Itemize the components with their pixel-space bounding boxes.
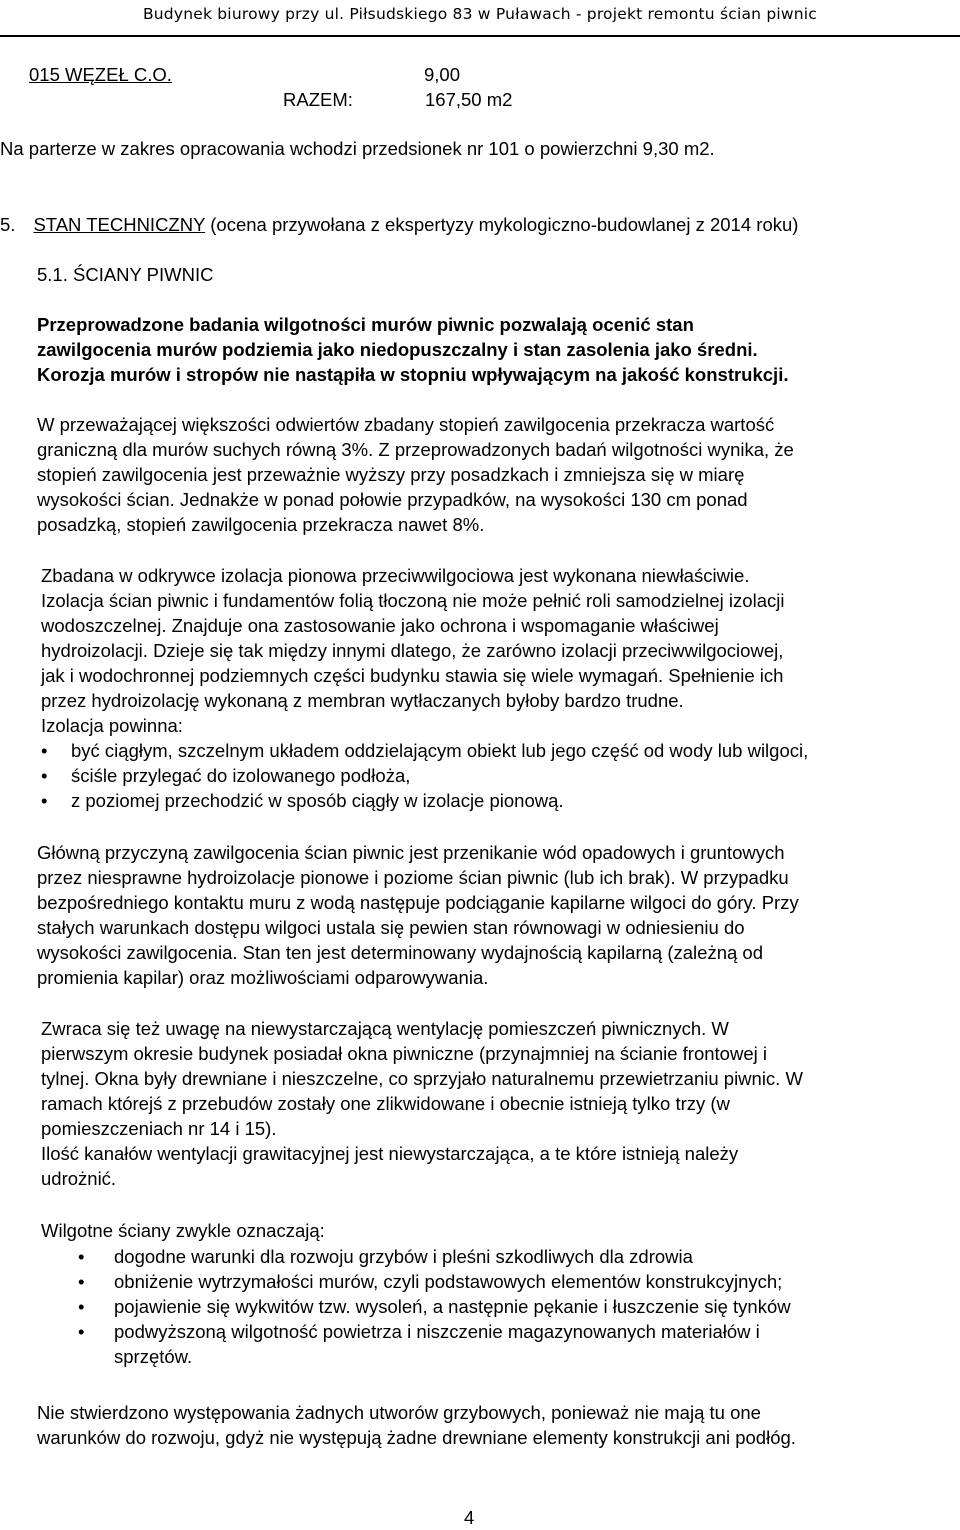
- bullet-icon: •: [78, 1321, 85, 1342]
- list-item: • ściśle przylegać do izolowanego podłoża,: [41, 765, 411, 786]
- paragraph-insulation: [41, 563, 784, 738]
- bullet-icon: •: [41, 790, 48, 811]
- intro-text: Na parterze w zakres opracowania wchodzi przedsionek nr 101 o powierzchni 9,30 m2.: [0, 138, 715, 159]
- bullet-icon: •: [78, 1271, 85, 1292]
- paragraph-fungi: [37, 1400, 796, 1450]
- paragraph-causes: [37, 840, 799, 990]
- text-line: bezpośredniego kontaktu muru z wodą następuje podciąganie kapilarne wilgoci do góry. Przy: [37, 892, 799, 913]
- text-line: Izolacja powinna:: [41, 715, 183, 736]
- list-item: • podwyższoną wilgotność powietrza i niszczenie magazynowanych materiałów i: [78, 1321, 760, 1342]
- text-line: ramach którejś z przebudów zostały one zlikwidowane i obecnie istnieją tylko trzy (w: [41, 1093, 730, 1114]
- list-item: • obniżenie wytrzymałości murów, czyli podstawowych elementów konstrukcyjnych;: [78, 1271, 783, 1292]
- paragraph-moisture: [37, 412, 794, 537]
- text-line: warunków do rozwoju, gdyż nie występują żadne drewniane elementy konstrukcji ani podłóg.: [37, 1427, 796, 1448]
- text-line: przez niesprawne hydroizolacje pionowe i poziome ścian piwnic (lub ich brak). W przypadku: [37, 867, 789, 888]
- section-note: (ocena przywołana z ekspertyzy mykologiczno-budowlanej z 2014 roku): [205, 214, 799, 235]
- text-line: stałych warunkach dostępu wilgoci ustala się pewien stan równowagi w odniesieniu do: [37, 917, 745, 938]
- text-line: promienia kapilar) oraz możliwościami odparowywania.: [37, 967, 489, 988]
- text-line: jak i wodochronnej podziemnych części budynku stawia się wiele wymagań. Spełnienie ich: [41, 665, 784, 686]
- list-item: • dogodne warunki dla rozwoju grzybów i pleśni szkodliwych dla zdrowia: [78, 1246, 693, 1267]
- text-line: pomieszczeniach nr 14 i 15).: [41, 1118, 277, 1139]
- list-item: • z poziomej przechodzić w sposób ciągły w izolacje pionową.: [41, 790, 564, 811]
- bullet-icon: •: [78, 1246, 85, 1267]
- text-line: Główną przyczyną zawilgocenia ścian piwnic jest przenikanie wód opadowych i gruntowych: [37, 842, 785, 863]
- paragraph-ventilation: [41, 1016, 803, 1191]
- text-line: przez hydroizolację wykonaną z membran wytłaczanych byłoby bardzo trudne.: [41, 690, 684, 711]
- row-value: 9,00: [424, 64, 461, 85]
- section-heading: [0, 212, 798, 237]
- effects-intro: Wilgotne ściany zwykle oznaczają:: [41, 1220, 325, 1241]
- section-number: 5.: [0, 214, 16, 235]
- bullet-icon: •: [41, 765, 48, 786]
- list-item: • być ciągłym, szczelnym układem oddzielającym obiekt lub jego część od wody lub wilgoci,: [41, 740, 809, 761]
- text-line: Ilość kanałów wentylacji grawitacyjnej jest niewystarczająca, a te które istnieją należy: [41, 1143, 739, 1164]
- text-line: Nie stwierdzono występowania żadnych utworów grzybowych, ponieważ nie mają tu one: [37, 1402, 761, 1423]
- text-line: Korozja murów i stropów nie nastąpiła w stopniu wpływającym na jakość konstrukcji.: [37, 364, 789, 385]
- text-line: udrożnić.: [41, 1168, 117, 1189]
- text-line: wodoszczelnej. Znajduje ona zastosowanie jako ochrona i wspomaganie właściwej: [41, 615, 719, 636]
- text-line: Zbadana w odkrywce izolacja pionowa przeciwwilgociowa jest wykonana niewłaściwie.: [41, 565, 750, 586]
- text-line: Zwraca się też uwagę na niewystarczającą wentylację pomieszczeń piwnicznych. W: [41, 1018, 729, 1039]
- bullet-icon: •: [41, 740, 48, 761]
- subsection-heading: 5.1. ŚCIANY PIWNIC: [37, 264, 214, 285]
- page-number: 4: [464, 1507, 475, 1528]
- text-line: zawilgocenia murów podziemia jako niedopuszczalny i stan zasolenia jako średni.: [37, 339, 758, 360]
- text-line: tylnej. Okna były drewniane i nieszczelne, co sprzyjało naturalnemu przewietrzaniu piwnic. W: [41, 1068, 803, 1089]
- table-row: [29, 62, 466, 87]
- text-line: stopień zawilgocenia jest przeważnie wyższy przy posadzkach i zmniejsza się w miarę: [37, 464, 745, 485]
- running-header: Budynek biurowy przy ul. Piłsudskiego 83 w Puławach - projekt remontu ścian piwnic: [142, 5, 817, 23]
- list-item-continuation: sprzętów.: [114, 1346, 193, 1367]
- text-line: Przeprowadzone badania wilgotności murów piwnic pozwalają ocenić stan: [37, 314, 694, 335]
- total-value: 167,50 m2: [425, 89, 513, 110]
- text-line: hydroizolacji. Dzieje się tak między innymi dlatego, że zarówno izolacji przeciwwilgociowej,: [41, 640, 784, 661]
- row-label: 015 WĘZEŁ C.O.: [29, 64, 172, 85]
- text-line: posadzką, stopień zawilgocenia przekracza nawet 8%.: [37, 514, 485, 535]
- text-line: wysokości ścian. Jednakże w ponad połowie przypadków, na wysokości 130 cm ponad: [37, 489, 748, 510]
- text-line: graniczną dla murów suchych równą 3%. Z przeprowadzonych badań wilgotności wynika, że: [37, 439, 794, 460]
- text-line: Izolacja ścian piwnic i fundamentów folią tłoczoną nie może pełnić roli samodzielnej izolacji: [41, 590, 785, 611]
- bold-paragraph: [37, 312, 788, 387]
- header-rule: [0, 35, 960, 37]
- bullet-icon: •: [78, 1296, 85, 1317]
- section-title: STAN TECHNICZNY: [33, 214, 206, 235]
- text-line: pierwszym okresie budynek posiadał okna piwniczne (przynajmniej na ścianie frontowej i: [41, 1043, 767, 1064]
- text-line: wysokości zawilgocenia. Stan ten jest determinowany wydajnością kapilarną (zależną od: [37, 942, 763, 963]
- total-label: RAZEM:: [283, 89, 353, 110]
- bullet-list-effects: [78, 1244, 791, 1369]
- list-item: • pojawienie się wykwitów tzw. wysoleń, a następnie pękanie i łuszczenie się tynków: [78, 1296, 791, 1317]
- text-line: W przeważającej większości odwiertów zbadany stopień zawilgocenia przekracza wartość: [37, 414, 775, 435]
- bullet-list-requirements: [41, 738, 809, 813]
